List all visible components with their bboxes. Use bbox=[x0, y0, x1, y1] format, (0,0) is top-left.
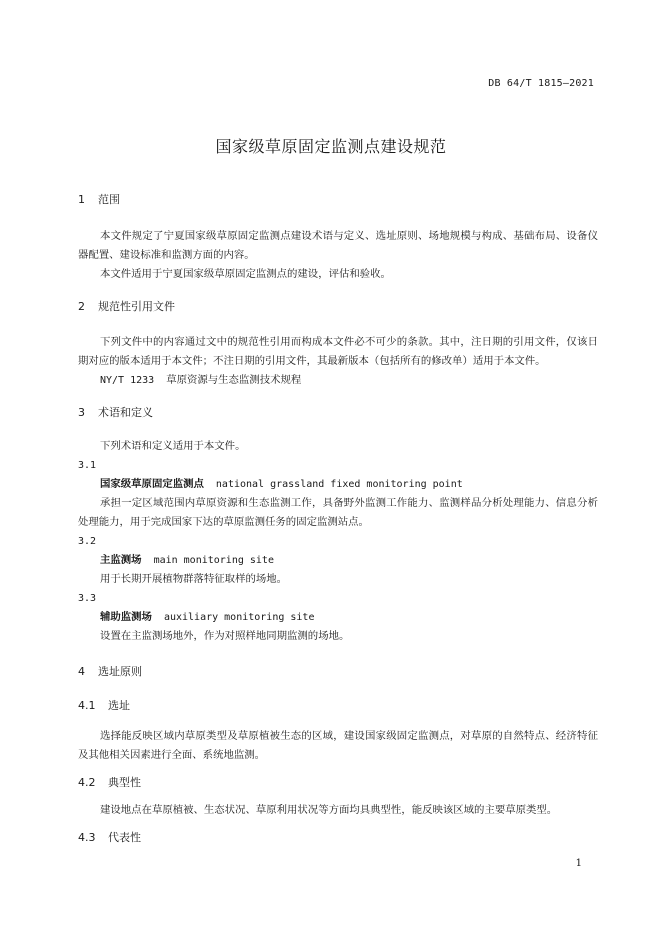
subsection-title: 代表性 bbox=[108, 831, 141, 844]
paragraph: 本文件适用于宁夏国家级草原固定监测点的建设，评估和验收。 bbox=[100, 268, 391, 280]
subsection-title: 选址 bbox=[108, 699, 130, 712]
subsection-number: 4.3 bbox=[78, 831, 96, 844]
section-title: 选址原则 bbox=[98, 665, 142, 678]
page-title: 国家级草原固定监测点建设规范 bbox=[215, 137, 447, 156]
section-heading-2 bbox=[78, 299, 598, 315]
section-number: 2 bbox=[78, 300, 85, 313]
section-number: 4 bbox=[78, 665, 85, 678]
term-number: 3.3 bbox=[78, 593, 97, 604]
section-number: 1 bbox=[78, 193, 85, 206]
document-body bbox=[78, 192, 598, 846]
term-chinese: 主监测场 bbox=[100, 554, 142, 566]
reference-code: NY/T 1233 bbox=[100, 375, 155, 386]
term-entry bbox=[78, 551, 598, 570]
subsection-title: 典型性 bbox=[108, 776, 141, 789]
term-chinese: 辅助监测场 bbox=[100, 611, 152, 623]
term-number: 3.1 bbox=[78, 460, 97, 471]
section-title: 术语和定义 bbox=[98, 406, 153, 419]
paragraph: 下列术语和定义适用于本文件。 bbox=[100, 440, 246, 452]
section-heading-1 bbox=[78, 192, 598, 208]
document-number: DB 64/T 1815—2021 bbox=[488, 78, 594, 89]
term-definition: 用于长期开展植物群落特征取样的场地。 bbox=[100, 573, 288, 585]
paragraph: 下列文件中的内容通过文中的规范性引用而构成本文件必不可少的条款。其中，注日期的引用文件，仅该日期对应的版本适用于本文件；不注日期的引用文件，其最新版本（包括所有的修改单）适用于本文件。 bbox=[78, 336, 598, 367]
term-english: auxiliary monitoring site bbox=[163, 612, 315, 623]
subsection-heading-4-1 bbox=[78, 698, 598, 714]
subsection-heading-4-2 bbox=[78, 775, 598, 791]
term-english: main monitoring site bbox=[153, 555, 274, 566]
section-heading-3 bbox=[78, 405, 598, 421]
subsection-number: 4.2 bbox=[78, 776, 96, 789]
term-entry bbox=[78, 608, 598, 627]
term-definition: 设置在主监测场地外，作为对照样地同期监测的场地。 bbox=[100, 630, 350, 642]
term-entry bbox=[78, 475, 598, 494]
section-title: 规范性引用文件 bbox=[98, 300, 175, 313]
subsection-heading-4-3 bbox=[78, 830, 598, 846]
normative-reference bbox=[78, 371, 598, 390]
term-number: 3.2 bbox=[78, 536, 97, 547]
page-number: 1 bbox=[575, 858, 582, 869]
subsection-number: 4.1 bbox=[78, 699, 96, 712]
term-definition: 承担一定区域范围内草原资源和生态监测工作，具备野外监测工作能力、监测样品分析处理能力、信息分析处理能力，用于完成国家下达的草原监测任务的固定监测站点。 bbox=[78, 497, 598, 528]
term-english: national grassland fixed monitoring point bbox=[215, 479, 463, 490]
section-heading-4 bbox=[78, 664, 598, 680]
section-title: 范围 bbox=[98, 193, 120, 206]
term-chinese: 国家级草原固定监测点 bbox=[100, 478, 204, 490]
paragraph: 选择能反映区域内草原类型及草原植被生态的区域，建设国家级固定监测点，对草原的自然特点、经济特征及其他相关因素进行全面、系统地监测。 bbox=[78, 730, 598, 761]
paragraph: 建设地点在草原植被、生态状况、草原利用状况等方面均具典型性，能反映该区域的主要草原类型。 bbox=[100, 804, 558, 816]
reference-title: 草原资源与生态监测技术规程 bbox=[166, 374, 302, 386]
section-number: 3 bbox=[78, 406, 85, 419]
paragraph: 本文件规定了宁夏国家级草原固定监测点建设术语与定义、选址原则、场地规模与构成、基础布局、设备仪器配置、建设标准和监测方面的内容。 bbox=[78, 230, 598, 261]
